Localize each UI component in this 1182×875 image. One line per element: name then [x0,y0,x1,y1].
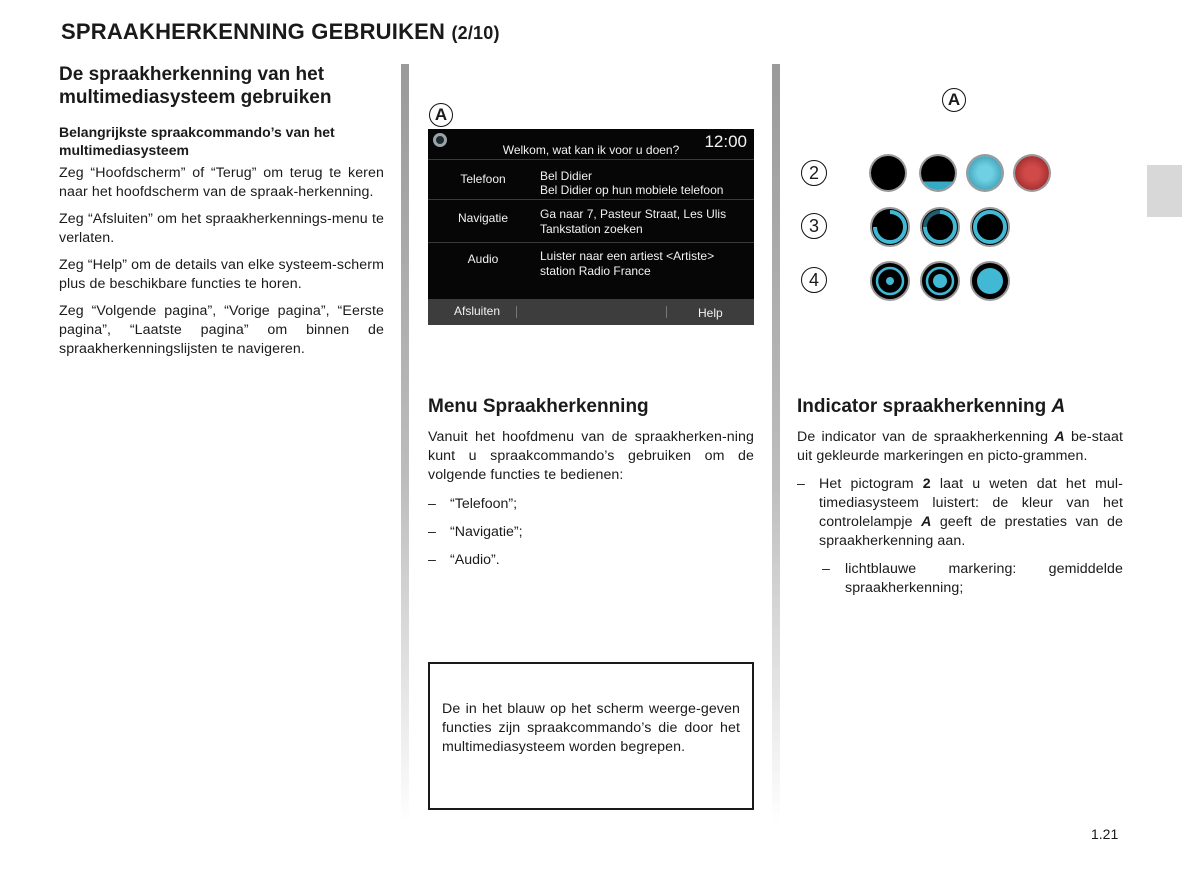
text: De indicator van de spraakherkenning [797,429,1049,445]
row-label: Navigatie [457,211,509,225]
text: laat u weten dat het mul-timediasysteem luistert: de kleur van het controlelampje [819,476,1123,530]
indicator-full-blue [968,156,1002,190]
title-text: SPRAAKHERKENNING GEBRUIKEN [61,19,446,44]
arc-indicator-2 [921,208,959,246]
page-title [61,19,500,45]
row-command: Tankstation zoeken [540,222,643,236]
dot-indicator-medium [921,262,959,300]
greeting-text: Welkom, wat kan ik voor u doen? [502,143,680,157]
column-divider-left [401,64,409,824]
arc-indicators [868,206,1018,248]
sub-list-item: – lichtblauwe markering: gemiddelde spraakherkenning; [822,560,1123,598]
list-item: – “Audio”. [428,551,754,570]
footer-divider [666,306,667,318]
number: 2 [922,476,931,492]
subheading: Belangrijkste spraakcommando’s van het multimediasysteem [59,124,335,158]
column-3-text [797,428,1123,607]
arc-indicator-3 [971,208,1009,246]
list-item: – “Telefoon”; [428,495,754,514]
screen-footer-bar [428,299,754,325]
indicator-full-red [1015,156,1049,190]
indicator-heading [797,395,1065,419]
exit-button[interactable]: Afsluiten [454,304,501,318]
heading-text: Indicator spraakherkenning [797,396,1047,417]
paragraph: Zeg “Hoofdscherm” of “Terug” om terug te keren naar het hoofdscherm van de spraak-herkenning. [59,165,384,200]
column-divider-right [772,64,780,824]
row-command: Bel Didier op hun mobiele telefoon [540,183,724,197]
list-item: – “Navigatie”; [428,523,754,542]
row-command: Ga naar 7, Pasteur Straat, Les Ulis [540,207,727,221]
menu-row-navigatie[interactable] [428,207,754,235]
text: geeft de prestaties van de spraakherkenning aan. [819,514,1124,549]
footer-divider [516,306,517,318]
row-label: Audio [467,252,499,266]
menu-heading: Menu Spraakherkenning [428,396,649,417]
separator [428,159,754,160]
intro-paragraph: Vanuit het hoofdmenu van de spraakherken-ning kunt u spraakcommando’s gebruiken om de volgende functies te bedienen: [428,429,754,483]
list-item [797,475,1123,551]
indicator-quarter [921,156,955,190]
multimedia-screen [428,129,754,325]
clock: 12:00 [704,132,747,151]
text: be-staat uit gekleurde markeringen en picto-grammen. [797,429,1124,464]
menu-row-audio[interactable] [428,249,754,277]
label-4: 4 [801,267,827,293]
paragraph: Zeg “Help” om de details van elke systeem-scherm plus de beschikbare functies te horen. [59,257,384,292]
page-marker: (2/10) [451,23,500,43]
paragraph: Zeg “Afsluiten” om het spraakherkennings-menu te verlaten. [59,211,384,246]
dot-indicator-large [971,262,1009,300]
note-box [428,662,754,810]
letter: A [921,514,932,530]
column-2-text [428,428,754,579]
heading-letter: A [1051,396,1066,417]
indicator-paragraph [797,428,1123,466]
letter: A [1054,429,1065,445]
row-command: Luister naar een artiest <Artiste> [540,249,715,263]
help-button[interactable]: Help [698,306,723,320]
page-number: 1.21 [1091,826,1119,842]
section-heading: De spraakherkenning van het multimediasysteem gebruiken [59,64,332,108]
arc-indicator-1 [871,208,909,246]
paragraph: Zeg “Volgende pagina”, “Vorige pagina”, “Eerste pagina”, “Laatste pagina” om binnen de spraakherkenningslijsten te navigeren. [59,303,384,357]
label-2: 2 [801,160,827,186]
marker-a: A [429,103,453,127]
marker-a: A [942,88,966,112]
row-command: Bel Didier [540,169,593,183]
section-tab [1147,165,1182,217]
menu-row-telefoon[interactable] [428,169,754,197]
separator [428,242,754,243]
separator [428,199,754,200]
dot-indicator-small [871,262,909,300]
dot-indicators [868,260,1018,302]
text: Het pictogram [819,476,914,492]
row-label: Telefoon [460,172,506,186]
column-1 [59,63,384,367]
indicator-empty [871,156,905,190]
note-text: De in het blauw op het scherm weerge-geven functies zijn spraakcommando’s die door het multimediasysteem worden begrepen. [442,701,740,755]
label-3: 3 [801,213,827,239]
row-command: station Radio France [540,264,651,278]
